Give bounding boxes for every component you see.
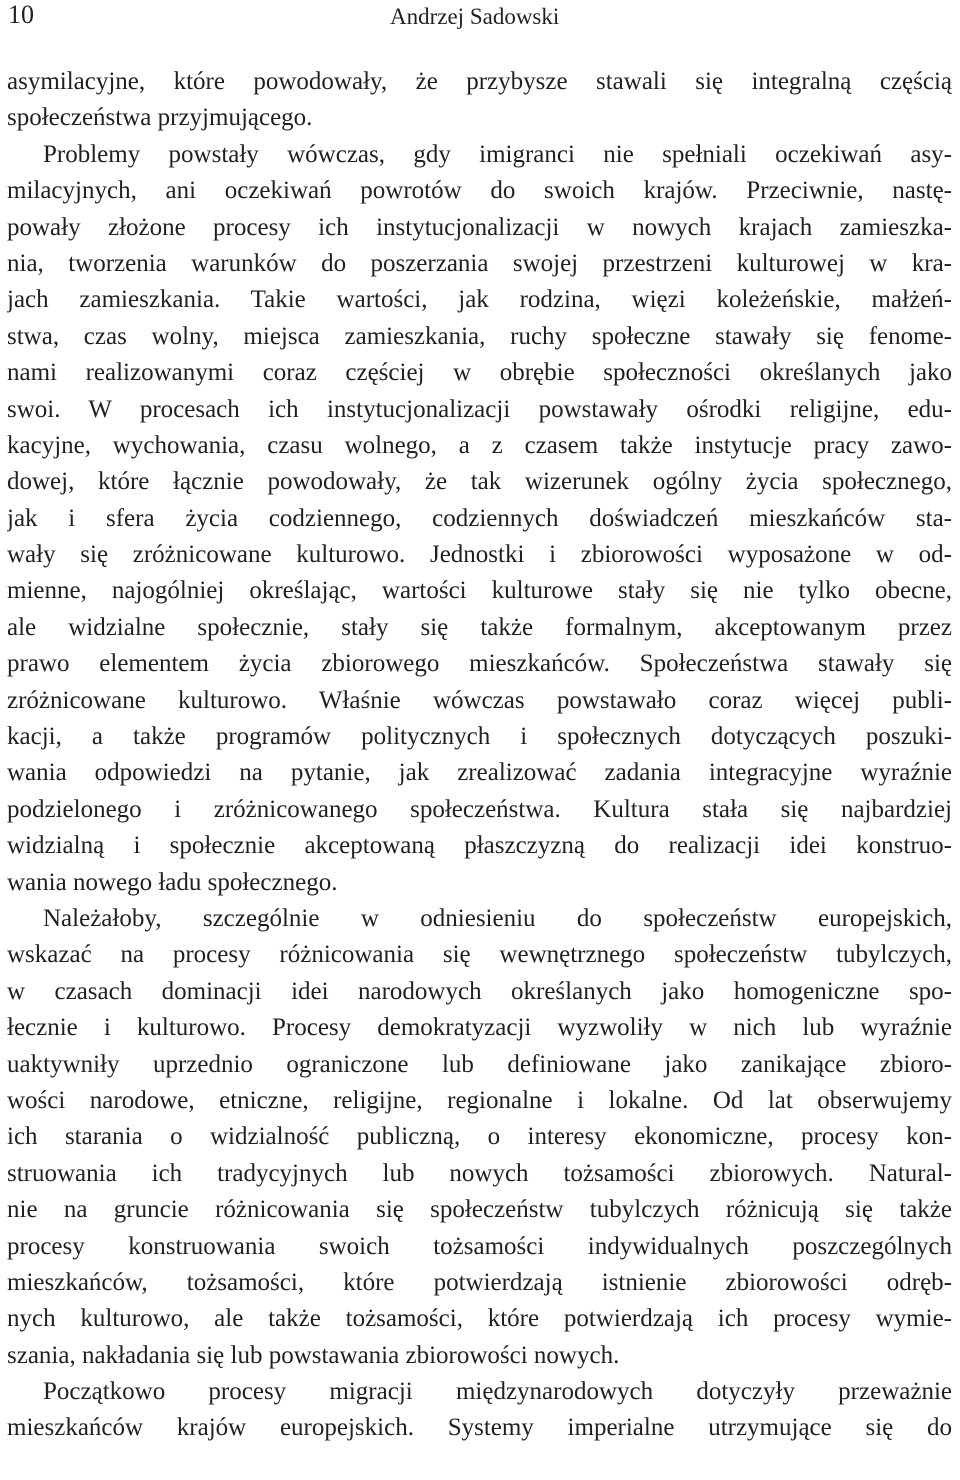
- text-line: nia, tworzenia warunków do poszerzania swojej przestrzeni kulturowej w kra-: [7, 249, 952, 277]
- text-line: nych kulturowo, ale także tożsamości, które potwierdzają ich procesy wymie-: [7, 1305, 952, 1333]
- page-header: [0, 0, 960, 30]
- text-line: ale widzialne społecznie, stały się także formalnym, akceptowanym przez: [7, 613, 952, 641]
- running-head-author: Andrzej Sadowski: [390, 4, 560, 29]
- text-line: wały się zróżnicowane kulturowo. Jednostki i zbiorowości wyposażone w od-: [7, 541, 952, 569]
- text-line: wania odpowiedzi na pytanie, jak zrealizować zadania integracyjne wyraźnie: [7, 759, 952, 787]
- text-line: wskazać na procesy różnicowania się wewnętrznego społeczeństw tubylczych,: [7, 941, 952, 969]
- text-line: stwa, czas wolny, miejsca zamieszkania, ruchy społeczne stawały się fenome-: [7, 322, 952, 350]
- text-line: w czasach dominacji idei narodowych określanych jako homogeniczne spo-: [7, 977, 952, 1005]
- text-line: łecznie i kulturowo. Procesy demokratyzacji wyzwoliły w nich lub wyraźnie: [7, 1014, 952, 1042]
- page-number: 10: [8, 0, 34, 29]
- text-line: prawo elementem życia zbiorowego mieszkańców. Społeczeństwa stawały się: [7, 650, 952, 678]
- text-line: szania, nakładania się lub powstawania zbiorowości nowych.: [7, 1341, 620, 1369]
- text-line: widzialną i społecznie akceptowaną płaszczyzną do realizacji idei konstruo-: [7, 832, 952, 860]
- text-line: wości narodowe, etniczne, religijne, regionalne i lokalne. Od lat obserwujemy: [7, 1086, 952, 1114]
- text-line: nami realizowanymi coraz częściej w obrębie społeczności określanych jako: [7, 359, 952, 387]
- text-line: swoi. W procesach ich instytucjonalizacji powstawały ośrodki religijne, edu-: [7, 395, 952, 423]
- text-line: jach zamieszkania. Takie wartości, jak rodzina, więzi koleżeńskie, małżeń-: [7, 286, 952, 314]
- text-line: milacyjnych, ani oczekiwań powrotów do swoich krajów. Przeciwnie, nastę-: [7, 177, 952, 205]
- text-line: nie na gruncie różnicowania się społeczeństw tubylczych różnicują się także: [7, 1196, 952, 1224]
- text-line: asymilacyjne, które powodowały, że przybysze stawali się integralną częścią: [7, 68, 952, 95]
- text-line: mieszkańców, tożsamości, które potwierdzają istnienie zbiorowości odręb-: [7, 1268, 952, 1296]
- text-line: kacji, a także programów politycznych i społecznych dotyczących poszuki-: [7, 723, 952, 751]
- text-line: wania nowego ładu społecznego.: [7, 868, 338, 896]
- text-line: Należałoby, szczególnie w odniesieniu do społeczeństw europejskich,: [43, 904, 952, 932]
- body-text: [7, 64, 952, 1447]
- text-line: zróżnicowane kulturowo. Właśnie wówczas powstawało coraz więcej publi-: [7, 686, 952, 714]
- text-line: Problemy powstały wówczas, gdy imigranci nie spełniali oczekiwań asy-: [43, 140, 952, 168]
- text-line: mieszkańców krajów europejskich. Systemy imperialne utrzymujące się do: [7, 1414, 952, 1442]
- text-line: procesy konstruowania swoich tożsamości indywidualnych poszczególnych: [7, 1232, 952, 1260]
- text-line: dowej, które łącznie powodowały, że tak wizerunek ogólny życia społecznego,: [7, 468, 952, 496]
- text-line: powały złożone procesy ich instytucjonalizacji w nowych krajach zamieszka-: [7, 213, 952, 241]
- text-line: mienne, najogólniej określając, wartości kulturowe stały się nie tylko obecne,: [7, 577, 952, 605]
- text-line: podzielonego i zróżnicowanego społeczeństwa. Kultura stała się najbardziej: [7, 795, 952, 823]
- text-line: Początkowo procesy migracji międzynarodowych dotyczyły przeważnie: [43, 1378, 952, 1406]
- text-line: uaktywniły uprzednio ograniczone lub definiowane jako zanikające zbioro-: [7, 1050, 952, 1078]
- text-line: jak i sfera życia codziennego, codziennych doświadczeń mieszkańców sta-: [7, 504, 952, 532]
- text-line: kacyjne, wychowania, czasu wolnego, a z czasem także instytucje pracy zawo-: [7, 431, 952, 459]
- text-line: społeczeństwa przyjmującego.: [7, 104, 313, 132]
- text-line: ich starania o widzialność publiczną, o interesy ekonomiczne, procesy kon-: [7, 1123, 952, 1151]
- text-line: struowania ich tradycyjnych lub nowych tożsamości zbiorowych. Natural-: [7, 1159, 952, 1187]
